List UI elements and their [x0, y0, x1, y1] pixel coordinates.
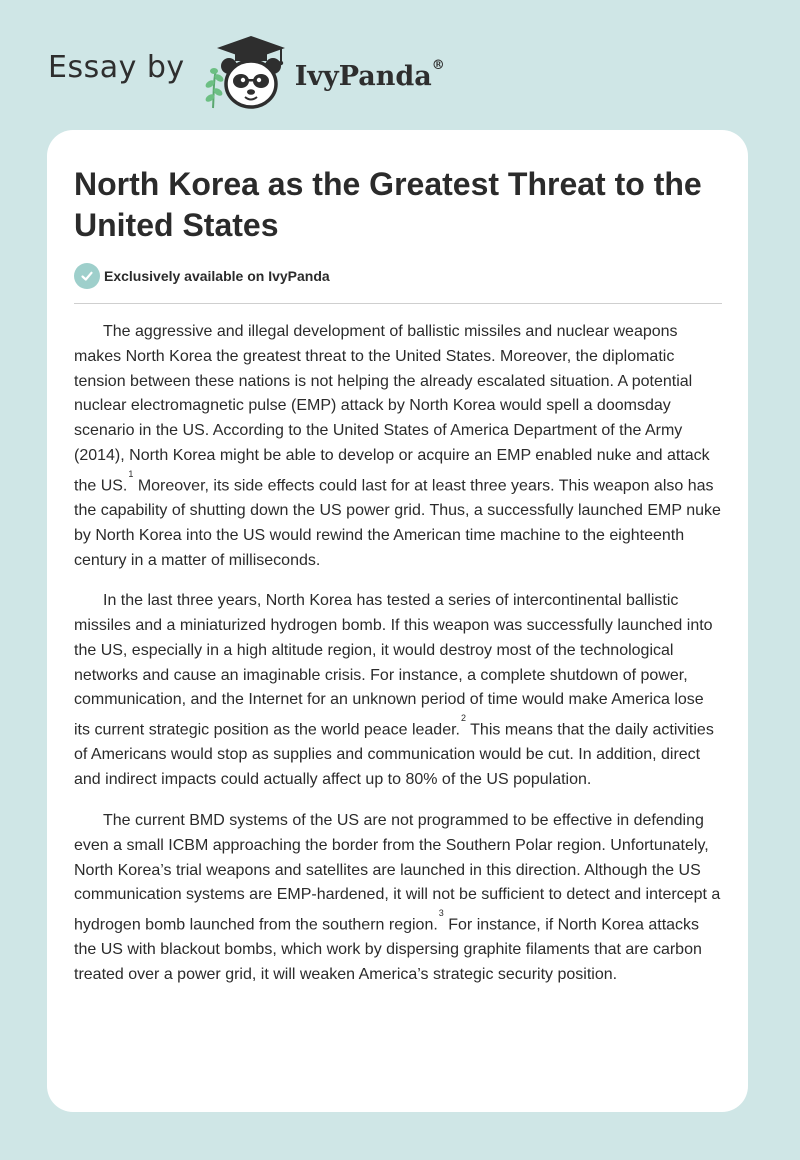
footnote-ref-3[interactable]: 3 [438, 908, 444, 919]
brand-name[interactable]: IvyPanda® [294, 57, 445, 92]
exclusive-badge [74, 263, 330, 289]
essay-title: North Korea as the Greatest Threat to the United States [74, 166, 702, 243]
leaf-sprig-icon [204, 68, 225, 108]
panda-graduate-logo-icon[interactable] [201, 34, 291, 114]
paragraph-2: In the last three years, North Korea has tested a series of intercontinental ballistic missiles and a miniaturized hydrogen bomb. If this weapon was successfully launched into the US, especially in a high altitude region, it would destroy most of the technological networks and cause an imaginable crisis. For instance, a complete shutdown of power, communication, and the Internet for an unknown period of time would make America lose its current strategic position as the world peace leader.$^2$ This means that the daily activities of Americans would stop as supplies and communication would be cut. In addition, direct and indirect impacts could actually affect up to 80% of the US population. [74, 592, 714, 789]
footnote-ref-2[interactable]: 2 [460, 713, 466, 724]
site-header [48, 34, 445, 114]
registered-mark: ® [431, 57, 445, 73]
footnote-ref-1[interactable]: 1 [128, 468, 134, 479]
paragraph-3: The current BMD systems of the US are not programmed to be effective in defending even a small ICBM approaching the border from the Southern Polar region. Unfortunately, North Korea’s trial weapons and satellites are launched in this direction. Although the US communication systems are EMP-hardened, it will not be sufficient to detect and intercept a hydrogen bomb launched from the southern region.$^3$ For instance, if North Korea attacks the US with blackout bombs, which work by dispersing graphite filaments that are carbon treated over a power grid, it will weaken America’s strategic security position. [74, 812, 721, 984]
essay-by-label: Essay by [48, 49, 185, 85]
essay-card [47, 130, 748, 1112]
divider [74, 303, 722, 304]
paragraph-1: The aggressive and illegal development of ballistic missiles and nuclear weapons makes North Korea the greatest threat to the United States. Moreover, the diplomatic tension between these nations is not helping the already escalated situation. A potential nuclear electromagnetic pulse (EMP) attack by North Korea would spell a doomsday scenario in the US. According to the United States of America Department of the Army (2014), North Korea might be able to develop or acquire an EMP enabled nuke and attack the US.$^1$ Moreover, its side effects could last for at least three years. This weapon also has the capability of shutting down the US power grid. Thus, a successfully launched EMP nuke by North Korea into the US would rewind the American time machine to the eighteenth century in a matter of milliseconds. [74, 323, 721, 569]
exclusive-label: Exclusively available on IvyPanda [104, 268, 330, 284]
check-icon [74, 263, 100, 289]
essay-body [74, 320, 724, 1004]
